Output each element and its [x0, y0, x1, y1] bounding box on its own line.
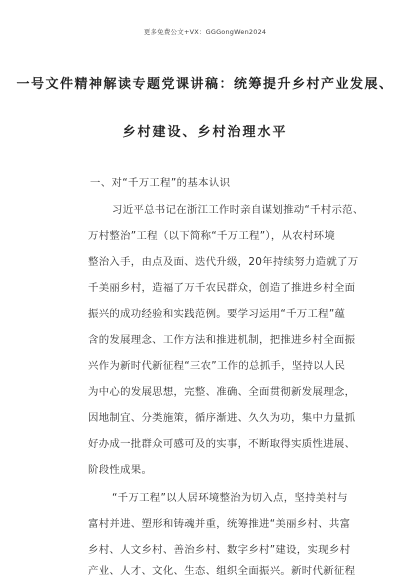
section-heading-1: 一、对“千万工程”的基本认识: [90, 177, 231, 189]
paragraph-line: 习近平总书记在浙江工作时亲自谋划推动“千村示范、: [112, 204, 364, 216]
paragraph-line: 乡村、人文乡村、善治乡村、数字乡村”建设，实现乡村: [88, 544, 351, 556]
paragraph-line: 好办成一批群众可感可及的实事，不断取得实质性进展、: [88, 438, 356, 450]
header-watermark: 更多免费公文+VX：GGGongWen2024: [143, 28, 267, 36]
document-title-line-1: 一号文件精神解读专题党课讲稿：统筹提升乡村产业发展、: [16, 77, 394, 92]
paragraph-line: 含的发展理念、工作方法和推进机制，把推进乡村全面振: [88, 334, 356, 346]
paragraph-line: 产业、人才、文化、生态、组织全面振兴。新时代新征程: [88, 565, 356, 577]
paragraph-line: “千万工程”以人居环境整治为切入点，坚持美村与: [112, 492, 348, 504]
paragraph-line: 富村并进、塑形和铸魂并重，统筹推进“美丽乡村、共富: [88, 518, 351, 530]
paragraph-line: 为中心的发展思想，完整、准确、全面贯彻新发展理念，: [88, 386, 356, 398]
paragraph-line: 阶段性成果。: [88, 464, 153, 476]
paragraph-line: 千美丽乡村，造福了万千农民群众，创造了推进乡村全面: [88, 282, 356, 294]
paragraph-line: 整治入手，由点及面、迭代升级，20年持续努力造就了万: [88, 256, 359, 268]
paragraph-line: 兴作为新时代新征程“三农”工作的总抓手，坚持以人民: [88, 360, 346, 372]
document-title-line-2: 乡村建设、乡村治理水平: [122, 125, 288, 140]
paragraph-line: 万村整治”工程（以下简称“千万工程”），从农村环境: [88, 230, 336, 242]
paragraph-line: 振兴的成功经验和实践范例。要学习运用“千万工程”蕴: [88, 308, 346, 320]
paragraph-line: 因地制宜、分类施策，循序渐进、久久为功，集中力量抓: [88, 412, 356, 424]
